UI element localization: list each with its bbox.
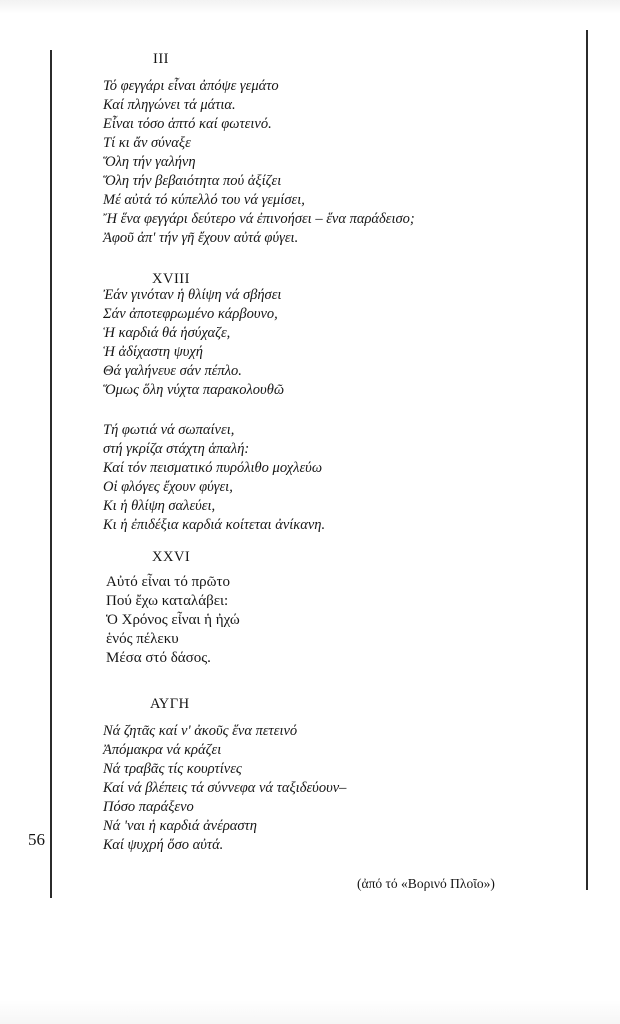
- section-title-xxvi: XXVI: [152, 549, 191, 565]
- poem-line: Τή φωτιά νά σωπαίνει,: [103, 422, 235, 438]
- poem-line: Νά τραβᾶς τίς κουρτίνες: [103, 761, 242, 777]
- poem-line: Ἤ ἕνα φεγγάρι δεύτερο νά ἐπινοήσει – ἕνα παράδεισο;: [103, 211, 415, 227]
- poem-line: Καί νά βλέπεις τά σύννεφα νά ταξιδεύουν–: [103, 780, 347, 796]
- poem-line: Ἡ καρδιά θά ἡσύχαζε,: [103, 325, 231, 341]
- poem-line: Κι ἡ ἐπιδέξια καρδιά κοίτεται ἀνίκανη.: [103, 517, 326, 533]
- poem-line: Ἡ ἀδίχαστη ψυχή: [103, 344, 203, 360]
- poem-line: Νά 'ναι ἡ καρδιά ἀνέραστη: [103, 818, 257, 834]
- poem-line: Σάν ἀποτεφρωμένο κάρβουνο,: [103, 306, 278, 322]
- poem-xviii-stanza-1: [103, 286, 284, 400]
- poem-line: Εἶναι τόσο ἁπτό καί φωτεινό.: [103, 116, 272, 132]
- poem-line: Ἀπόμακρα νά κράζει: [103, 742, 222, 758]
- poem-line: Αὐτό εἶναι τό πρῶτο: [106, 574, 231, 590]
- poem-line: Οἱ φλόγες ἔχουν φύγει,: [103, 479, 233, 495]
- poem-line: Καί τόν πεισματικό πυρόλιθο μοχλεύω: [103, 460, 323, 476]
- poem-line: Καί ψυχρή ὅσο αὐτά.: [103, 837, 224, 853]
- poem-line: στή γκρίζα στάχτη ἁπαλή:: [103, 441, 250, 457]
- poem-line: Ἀφοῦ ἀπ' τήν γῆ ἔχουν αὐτά φύγει.: [103, 230, 299, 246]
- poem-line: Πόσο παράξενο: [103, 799, 194, 815]
- section-title-iii: III: [153, 51, 169, 67]
- poem-line: Ὁ Χρόνος εἶναι ἡ ἠχώ: [106, 612, 240, 628]
- poem-line: Νά ζητᾶς καί ν' ἀκοῦς ἕνα πετεινό: [103, 723, 298, 739]
- source-note: (ἀπό τό «Βορινό Πλοῖο»): [357, 876, 495, 891]
- poem-line: Κι ἡ θλίψη σαλεύει,: [103, 498, 216, 514]
- poem-line: Ὅλη τήν βεβαιότητα πού ἀξίζει: [103, 173, 282, 189]
- poem-line: Μέ αὐτά τό κύπελλό του νά γεμίσει,: [103, 192, 305, 208]
- poem-line: Ὅλη τήν γαλήνη: [103, 154, 196, 170]
- page-number: 56: [28, 830, 45, 849]
- poem-line: ἑνός πέλεκυ: [106, 631, 179, 647]
- poem-line: Ἐάν γινόταν ἡ θλίψη νά σβήσει: [103, 287, 282, 303]
- section-title-xviii: XVIII: [152, 271, 190, 287]
- left-margin-rule: [50, 50, 52, 898]
- poem-line: Πού ἔχω καταλάβει:: [106, 593, 229, 609]
- poem-line: Θά γαλήνευε σάν πέπλο.: [103, 363, 242, 379]
- section-title-avgi: ΑΥΓΗ: [150, 696, 190, 712]
- poem-xxvi-stanza: [106, 573, 240, 668]
- right-margin-rule: [586, 30, 588, 890]
- poem-line: Τό φεγγάρι εἶναι ἀπόψε γεμάτο: [103, 78, 279, 94]
- poem-line: Τί κι ἄν σύναξε: [103, 135, 191, 151]
- poem-avgi-stanza: [103, 722, 346, 855]
- poem-line: Μέσα στό δάσος.: [106, 650, 211, 666]
- poem-xviii-stanza-2: [103, 421, 325, 535]
- poem-line: Ὅμως ὅλη νύχτα παρακολουθῶ: [103, 382, 285, 398]
- poem-iii-stanza: [103, 77, 415, 248]
- poem-line: Καί πληγώνει τά μάτια.: [103, 97, 236, 113]
